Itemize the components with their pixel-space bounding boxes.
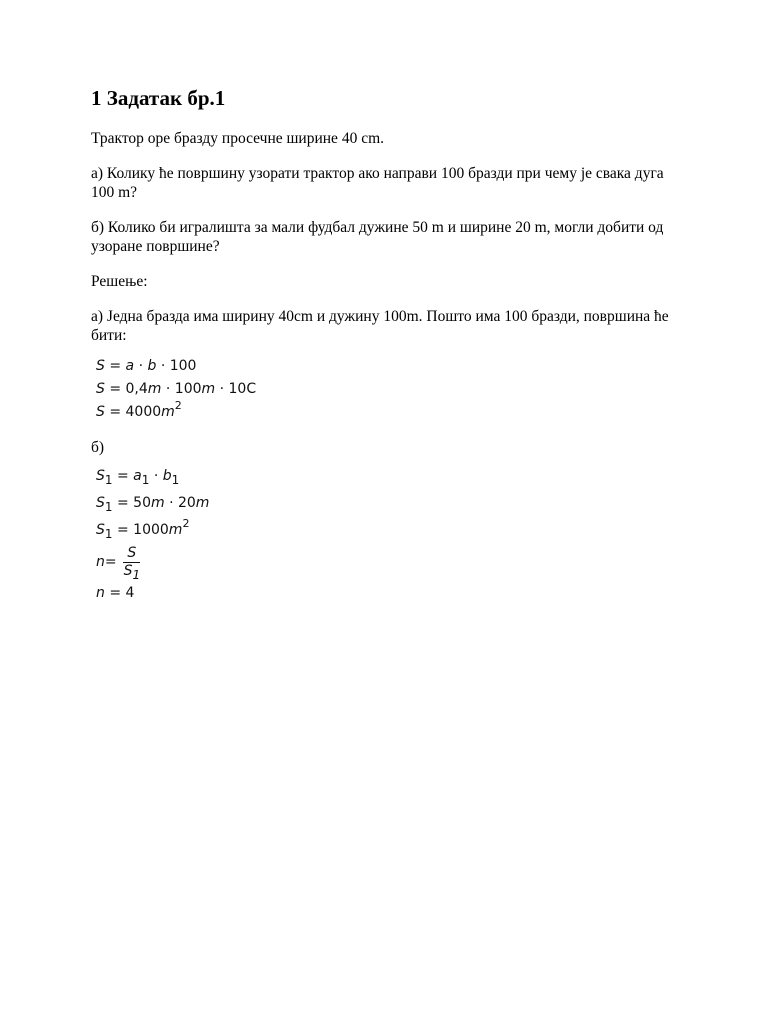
question-b: б) Колико би игралишта за мали фудбал дужине 50 m и ширине 20 m, могли добити од узоране површине? bbox=[91, 219, 664, 255]
equation-a-1: S = a · b · 100 bbox=[96, 358, 197, 374]
equation-b-1: $S_1 = a_1 \cdot b_1$ bbox=[96, 468, 180, 487]
math-block-b bbox=[96, 465, 681, 605]
answer-a: а) Једна бразда има ширину 40cm и дужину 100m. Пошто има 100 бразди, површина ће бити: bbox=[91, 308, 669, 344]
equation-b-3: $S_1 = 1000m^2$ bbox=[96, 517, 190, 541]
fraction-numerator: S bbox=[123, 545, 140, 563]
document-page bbox=[91, 84, 681, 605]
equation-b-4: n = $\frac{S}{S_1}$ bbox=[96, 542, 681, 582]
equation-a-2: S = 0,4m · 100m · 10C bbox=[96, 381, 257, 397]
equation-a-3: $S = 4000m^2$ bbox=[96, 399, 182, 420]
intro-paragraph: Трактор оре бразду просечне ширине 40 cm. bbox=[91, 130, 385, 147]
fraction bbox=[120, 545, 145, 580]
fraction-denominator: $S_1$ bbox=[123, 562, 141, 582]
question-a: а) Колику ће површину узорати трактор ако направи 100 бразди при чему је свака дуга 100 m? bbox=[91, 165, 664, 201]
answer-b-label: б) bbox=[91, 439, 105, 456]
solution-label: Решење: bbox=[91, 273, 148, 290]
equation-b-5: n = 4 bbox=[96, 585, 135, 601]
task-heading: 1 Задатак бр.1 bbox=[91, 86, 226, 110]
equation-b-2: $S_1 = 50m \cdot 20m$ bbox=[96, 495, 210, 514]
math-block-a bbox=[96, 355, 681, 424]
